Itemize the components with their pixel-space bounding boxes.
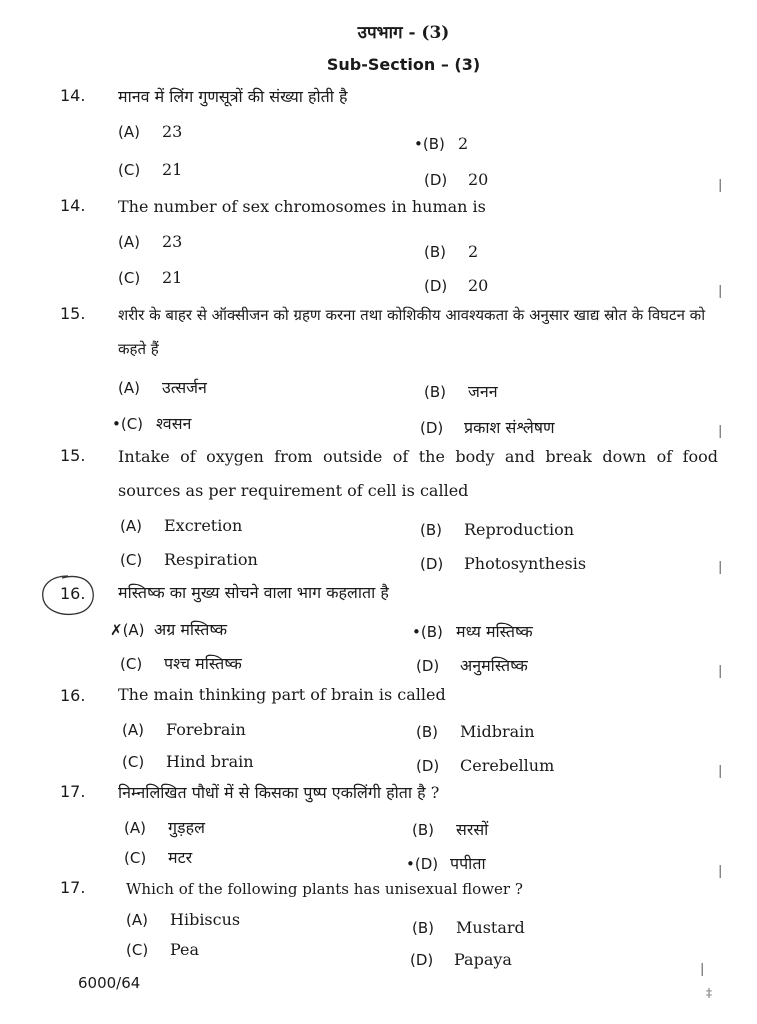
option-b: (B) जनन [424, 382, 498, 401]
option-b: (B) Reproduction [420, 520, 575, 539]
option-c: (C) Respiration [120, 550, 258, 569]
page-code: 6000/64 [78, 974, 141, 992]
question-number: 15. [60, 304, 86, 323]
option-c: (C) 21 [118, 160, 183, 179]
question-text: मानव में लिंग गुणसूत्रों की संख्या होती है [118, 87, 348, 106]
option-b: (B) Midbrain [416, 722, 535, 741]
option-b: (B) Mustard [412, 918, 525, 937]
option-b: (B) सरसों [412, 820, 489, 839]
question-number: 17. [60, 782, 86, 801]
option-c: •(C) श्वसन [112, 414, 192, 433]
option-c: (C) मटर [124, 848, 193, 867]
option-a: (A) 23 [118, 232, 183, 251]
option-d: (D) अनुमस्तिष्क [416, 656, 528, 675]
question-text: निम्नलिखित पौधों में से किसका पुष्प एकलिंगी होता है ? [118, 783, 440, 802]
question-number: 17. [60, 878, 86, 897]
option-a: ✗(A) अग्र मस्तिष्क [110, 620, 228, 639]
question-text: मस्तिष्क का मुख्य सोचने वाला भाग कहलाता है [118, 583, 389, 602]
margin-tick: | [718, 284, 723, 299]
margin-tick: | [700, 962, 705, 977]
option-b: (B) 2 [424, 242, 479, 261]
option-c: (C) Pea [126, 940, 200, 959]
option-b: •(B) 2 [414, 134, 469, 153]
option-d: (D) 20 [424, 170, 489, 189]
question-text: Intake of oxygen from outside of the body and break down of food sources as per requirement of cell is called [118, 447, 718, 500]
option-d: •(D) पपीता [406, 854, 486, 873]
option-c: (C) Hind brain [122, 752, 254, 771]
option-d: (D) Papaya [410, 950, 512, 969]
question-number: 15. [60, 446, 86, 465]
margin-tick: | [718, 560, 723, 575]
option-a: (A) Excretion [120, 516, 243, 535]
subsection-title-hindi: उपभाग - (3) [357, 23, 450, 43]
question-text: The main thinking part of brain is called [118, 685, 446, 704]
page-mark: ‡ [706, 986, 712, 1000]
option-a: (A) Forebrain [122, 720, 246, 739]
question-number: 14. [60, 86, 86, 105]
option-a: (A) उत्सर्जन [118, 378, 207, 397]
question-number: 14. [60, 196, 86, 215]
question-text: The number of sex chromosomes in human is [118, 197, 486, 216]
margin-tick: | [718, 424, 723, 439]
margin-tick: | [718, 178, 723, 193]
question-number: 16. [60, 584, 86, 603]
option-a: (A) Hibiscus [126, 910, 241, 929]
option-d: (D) Cerebellum [416, 756, 555, 775]
option-b: •(B) मध्य मस्तिष्क [412, 622, 533, 641]
option-c: (C) 21 [118, 268, 183, 287]
margin-tick: | [718, 664, 723, 679]
margin-tick: | [718, 864, 723, 879]
option-a: (A) गुड़हल [124, 818, 205, 837]
option-d: (D) 20 [424, 276, 489, 295]
question-number: 16. [60, 686, 86, 705]
margin-tick: | [718, 764, 723, 779]
option-d: (D) Photosynthesis [420, 554, 587, 573]
question-text: Which of the following plants has unisexual flower ? [126, 880, 523, 898]
option-c: (C) पश्च मस्तिष्क [120, 654, 242, 673]
option-a: (A) 23 [118, 122, 183, 141]
subsection-title-english: Sub-Section – (3) [326, 55, 481, 74]
option-d: (D) प्रकाश संश्लेषण [420, 418, 555, 437]
question-text: शरीर के बाहर से ऑक्सीजन को ग्रहण करना तथा कोशिकीय आवश्यकता के अनुसार खाद्य स्रोत के विघटन को कहते हैं [118, 306, 706, 358]
